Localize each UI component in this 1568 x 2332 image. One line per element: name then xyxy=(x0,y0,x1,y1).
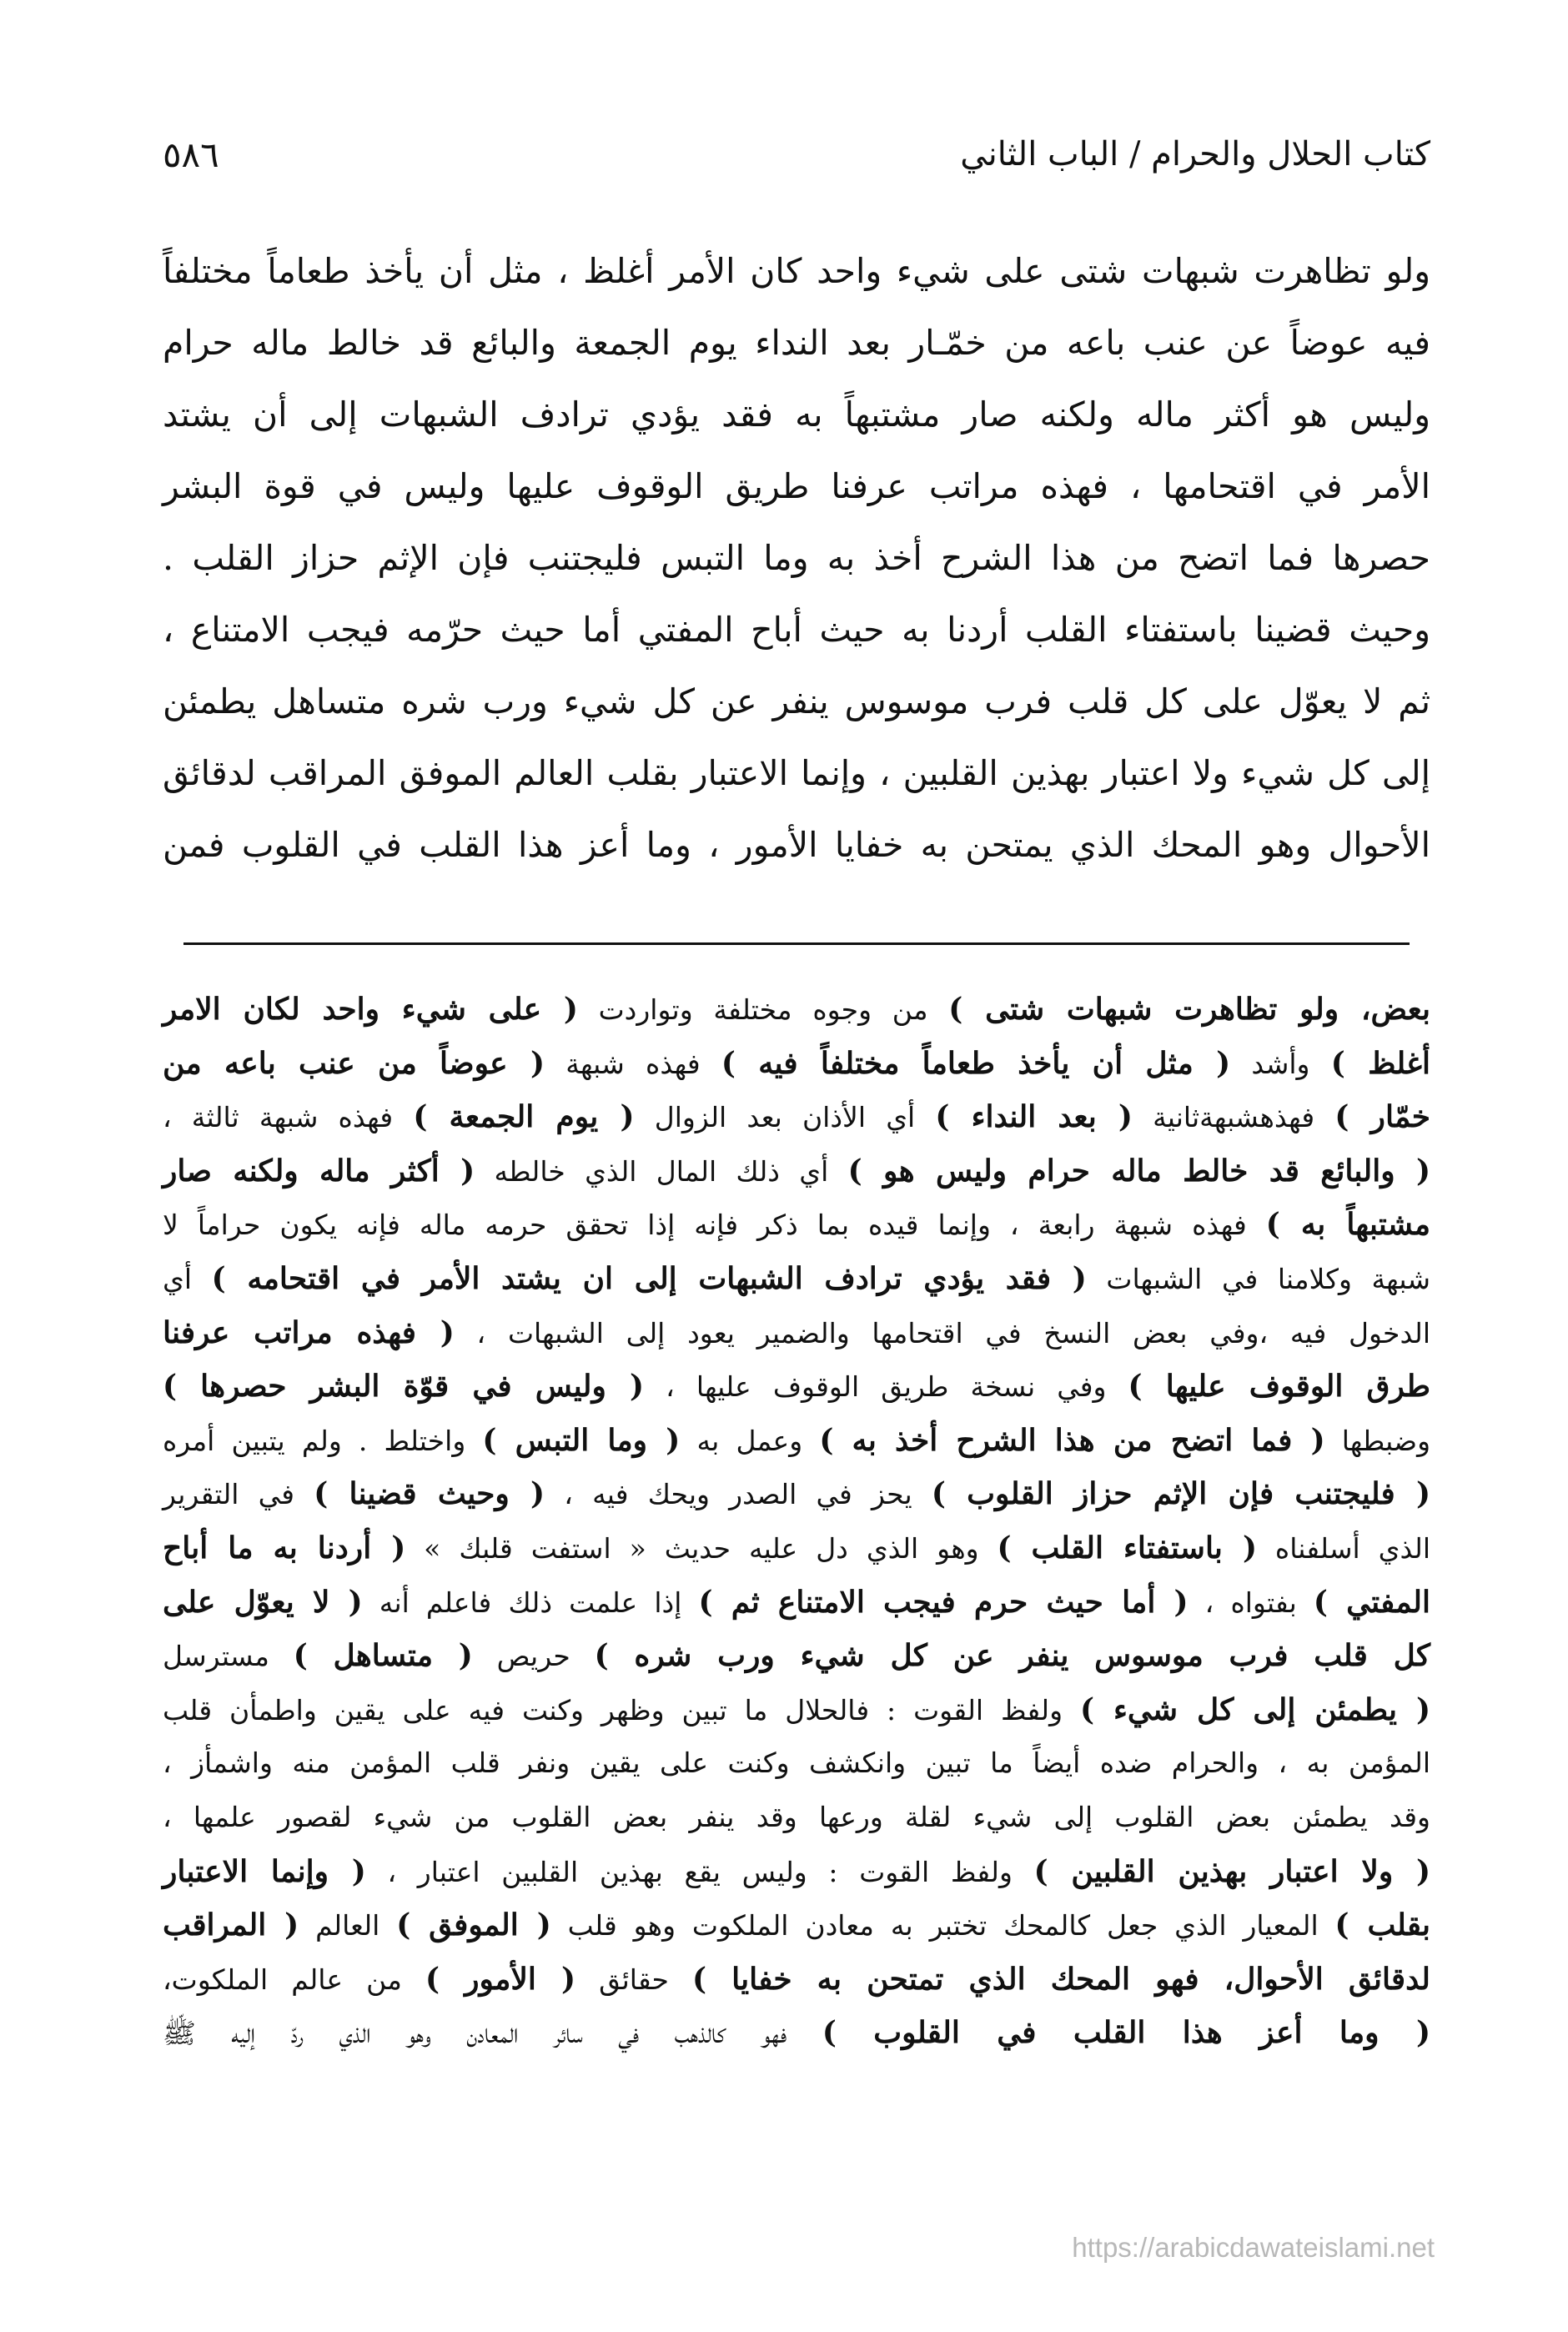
quoted-text: ( والبائع قد خالط ماله حرام وليس هو ) xyxy=(847,1153,1431,1189)
quoted-text: ( المراقب xyxy=(163,1907,299,1943)
quoted-text: ( متساهل ) xyxy=(293,1638,473,1674)
explanation-text: وقد يطمئن بعض القلوب إلى شيء لقلة ورعها وقد ينفر بعض القلوب من شيء لقصور علمها ، xyxy=(163,1800,1430,1833)
main-text xyxy=(163,235,1430,881)
commentary-line xyxy=(163,1683,1430,1737)
quoted-text: ( أردنا به ما أباح xyxy=(163,1530,406,1566)
quoted-text: ( ولا اعتبار بهذين القلبين ) xyxy=(1033,1853,1430,1889)
commentary-line xyxy=(163,1629,1430,1683)
watermark-url: https://arabicdawateislami.net xyxy=(1072,2232,1435,2263)
quoted-text: ( على شيء واحد لكان الامر xyxy=(163,992,578,1027)
commentary-line xyxy=(163,1359,1430,1414)
commentary-line xyxy=(163,1953,1430,2007)
explanation-text: مسترسل xyxy=(163,1640,294,1673)
page-header xyxy=(163,125,1430,183)
main-text-line: فيه عوضاً عن عنب باعه من خمّـار بعد النداء يوم الجمعة والبائع قد خالط ماله حرام xyxy=(163,323,1430,363)
explanation-text: المعيار الذي جعل كالمحك تختبر به معادن الملكوت وهو قلب xyxy=(550,1909,1335,1942)
quoted-text: لدقائق الأحوال، فهو المحك الذي تمتحن به خفايا ) xyxy=(692,1961,1430,1997)
commentary-line xyxy=(163,1576,1430,1630)
explanation-text: ولفظ القوت : وليس يقع بهذين القلبين اعتبار ، xyxy=(365,1855,1034,1888)
quoted-text: ( الأمور ) xyxy=(425,1961,576,1997)
commentary-line xyxy=(163,1791,1430,1845)
commentary-text xyxy=(163,983,1430,2060)
quoted-text: ( وما التبس ) xyxy=(482,1422,681,1458)
quoted-text: أغلظ ) xyxy=(1330,1045,1431,1081)
explanation-text: بفتواه ، xyxy=(1188,1586,1314,1619)
quoted-text: ( بعد النداء ) xyxy=(935,1099,1133,1135)
explanation-text: إذا علمت ذلك فاعلم أنه xyxy=(362,1586,699,1619)
running-title: كتاب الحلال والحرام / الباب الثاني xyxy=(960,135,1430,173)
main-text-line: الأمر في اقتحامها ، فهذه مراتب عرفنا طريق الوقوف عليها وليس في قوة البشر xyxy=(163,466,1430,506)
quoted-text: ( أما حيث حرم فيجب الامتناع ثم ) xyxy=(698,1584,1189,1620)
commentary-line xyxy=(163,1198,1430,1252)
explanation-text: من عالم الملكوت، xyxy=(163,1963,425,1996)
quoted-text: ( فليجتنب فإن الإثم حزاز القلوب ) xyxy=(931,1476,1430,1512)
quoted-text: ( أكثر ماله ولكنه صار xyxy=(163,1153,475,1189)
quoted-text: خمّار ) xyxy=(1334,1099,1430,1135)
explanation-text: فهذهشبهةثانية xyxy=(1132,1101,1335,1134)
main-text-line: إلى كل شيء ولا اعتبار بهذين القلبين ، وإنما الاعتبار بقلب العالم الموفق المراقب لدقائق xyxy=(163,753,1430,793)
explanation-text: فهو كالذهب في سائر المعادن وهو الذي ردّ إليه ﷺ xyxy=(163,2017,822,2050)
quoted-text: ( وحيث قضينا ) xyxy=(314,1476,545,1512)
explanation-text: أي الأذان بعد الزوال xyxy=(634,1101,936,1134)
explanation-text: وعمل به xyxy=(680,1424,820,1457)
quoted-text: ( الموفق ) xyxy=(396,1907,551,1943)
commentary-line xyxy=(163,1898,1430,1953)
explanation-text: من وجوه مختلفة وتواردت xyxy=(577,993,949,1026)
explanation-text: واختلط . ولم يتبين أمره xyxy=(163,1424,483,1457)
explanation-text: في التقرير xyxy=(163,1478,314,1511)
quoted-text: مشتبهاً به ) xyxy=(1265,1207,1431,1243)
main-text-line: وحيث قضينا باستفتاء القلب أردنا به حيث أباح المفتي أما حيث حرّمه فيجب الامتناع ، xyxy=(163,610,1430,650)
explanation-text: فهذه شبهة رابعة ، وإنما قيده بما ذكر فإنه إذا تحقق حرمه ماله فإنه يكون حراماً لا xyxy=(163,1209,1266,1242)
explanation-text: الذي أسلفناه xyxy=(1256,1531,1431,1565)
quoted-text: ( مثل أن يأخذ طعاماً مختلفاً فيه ) xyxy=(721,1045,1231,1081)
quoted-text: ( وإنما الاعتبار xyxy=(163,1853,366,1889)
commentary-line xyxy=(163,1414,1430,1468)
explanation-text: أي xyxy=(163,1262,212,1295)
explanation-text: شبهة وكلامنا في الشبهات xyxy=(1086,1262,1431,1295)
explanation-text: وهو الذي دل عليه حديث « استفت قلبك » xyxy=(405,1531,998,1565)
quoted-text: ( وما أعز هذا القلب في القلوب ) xyxy=(822,2015,1430,2051)
commentary-line xyxy=(163,1306,1430,1360)
quoted-text: ( باستفتاء القلب ) xyxy=(997,1530,1257,1566)
commentary-line xyxy=(163,1037,1430,1091)
quoted-text: ( لا يعوّل على xyxy=(163,1584,363,1620)
explanation-text: العالم xyxy=(299,1909,397,1942)
quoted-text: كل قلب فرب موسوس ينفر عن كل شيء ورب شره ) xyxy=(594,1638,1430,1674)
commentary-line xyxy=(163,1521,1430,1576)
quoted-text: ( فهذه مراتب عرفنا xyxy=(163,1314,455,1350)
quoted-text: ( وليس في قوّة البشر حصرها ) xyxy=(163,1369,645,1405)
quoted-text: ( عوضاً من عنب باعه من xyxy=(163,1045,545,1081)
explanation-text: ولفظ القوت : فالحلال ما تبين وظهر وكنت فيه على يقين واطمأن قلب xyxy=(163,1693,1080,1726)
explanation-text: فهذه شبهة xyxy=(545,1047,721,1080)
main-text-line: حصرها فما اتضح من هذا الشرح أخذ به وما التبس فليجتنب فإن الإثم حزاز القلب . xyxy=(163,538,1430,578)
explanation-text: حريص xyxy=(472,1640,595,1673)
explanation-text: فهذه شبهة ثالثة ، xyxy=(163,1101,414,1134)
explanation-text: المؤمن به ، والحرام ضده أيضاً ما تبين وانكشف وكنت على يقين ونفر قلب المؤمن منه واشمأز ، xyxy=(163,1746,1430,1780)
commentary-line xyxy=(163,1736,1430,1791)
quoted-text: ( فما اتضح من هذا الشرح أخذ به ) xyxy=(819,1422,1325,1458)
commentary-line xyxy=(163,1252,1430,1306)
quoted-text: بعض، ولو تظاهرت شبهات شتى ) xyxy=(948,992,1431,1027)
explanation-text: الدخول فيه ،وفي بعض النسخ في اقتحامها والضمير يعود إلى الشبهات ، xyxy=(454,1316,1430,1349)
explanation-text: وضبطها xyxy=(1324,1424,1431,1457)
commentary-line xyxy=(163,1845,1430,1899)
commentary-line xyxy=(163,2006,1430,2060)
commentary-line xyxy=(163,1090,1430,1144)
main-text-line: ثم لا يعوّل على كل قلب فرب موسوس ينفر عن كل شيء ورب شره متساهل يطمئن xyxy=(163,681,1430,721)
commentary-line xyxy=(163,983,1430,1037)
main-text-line: وليس هو أكثر ماله ولكنه صار مشتبهاً به فقد يؤدي ترادف الشبهات إلى أن يشتد xyxy=(163,395,1430,435)
commentary-line xyxy=(163,1144,1430,1199)
main-text-line: ولو تظاهرت شبهات شتى على شيء واحد كان الأمر أغلظ ، مثل أن يأخذ طعاماً مختلفاً xyxy=(163,251,1430,291)
page-number: ٥٨٦ xyxy=(163,133,219,175)
commentary-line xyxy=(163,1467,1430,1521)
quoted-text: ( فقد يؤدي ترادف الشبهات إلى ان يشتد الأمر في اقتحامه ) xyxy=(211,1260,1087,1296)
explanation-text: يحز في الصدر ويحك فيه ، xyxy=(545,1478,932,1511)
quoted-text: طرق الوقوف عليها ) xyxy=(1128,1369,1430,1405)
main-text-line: الأحوال وهو المحك الذي يمتحن به خفايا الأمور ، وما أعز هذا القلب في القلوب فمن xyxy=(163,825,1430,865)
quoted-text: ( يطمئن إلى كل شيء ) xyxy=(1079,1691,1430,1727)
quoted-text: المفتي ) xyxy=(1313,1584,1430,1620)
section-divider xyxy=(183,942,1410,945)
quoted-text: بقلب ) xyxy=(1334,1907,1430,1943)
explanation-text: أي ذلك المال الذي خالطه xyxy=(475,1154,848,1188)
quoted-text: ( يوم الجمعة ) xyxy=(413,1099,635,1135)
explanation-text: وفي نسخة طريق الوقوف عليها ، xyxy=(644,1370,1128,1404)
explanation-text: وأشد xyxy=(1230,1047,1331,1080)
explanation-text: حقائق xyxy=(575,1963,693,1996)
